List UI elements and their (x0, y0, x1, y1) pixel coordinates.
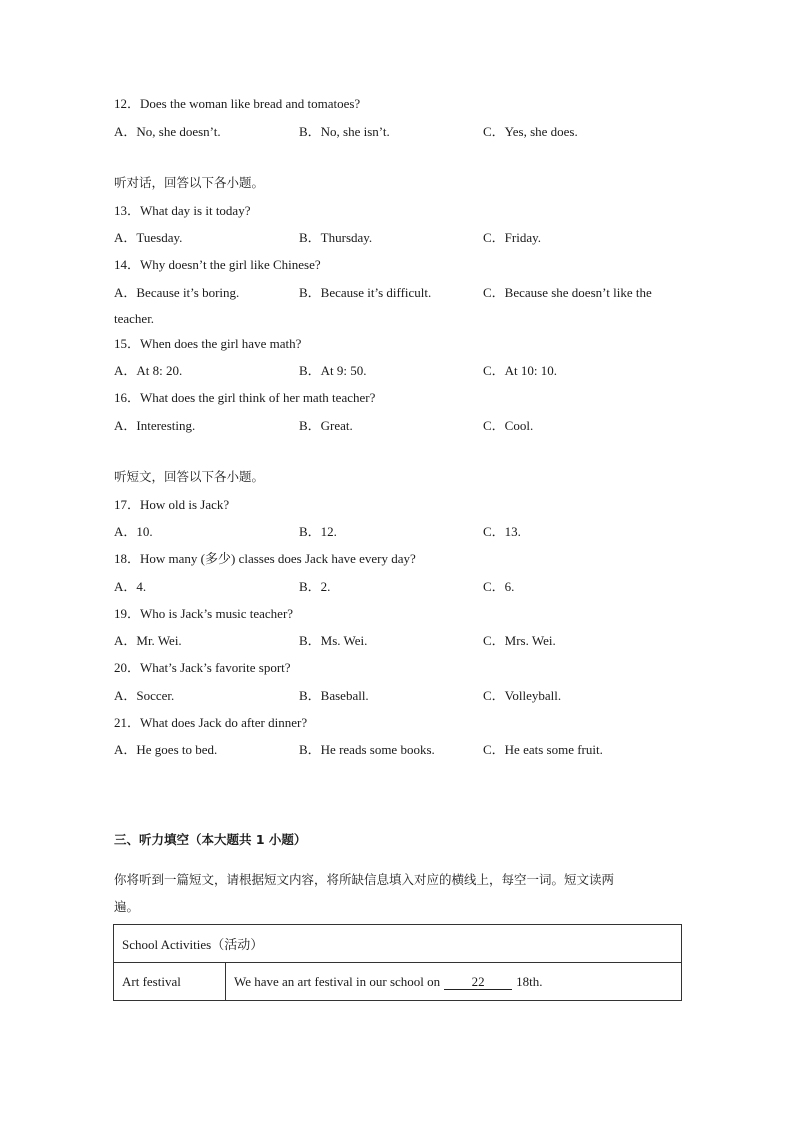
table-header-cell: School Activities（活动） (114, 925, 682, 963)
q15-option-a: A．At 8: 20. (114, 363, 183, 378)
q18-option-c: C．6. (483, 579, 515, 594)
q12-option-a: A．No, she doesn’t. (114, 124, 221, 139)
question-16: 16．What does the girl think of her math teacher? (114, 390, 376, 405)
q21-option-c: C．He eats some fruit. (483, 742, 603, 757)
row-text-before-blank: We have an art festival in our school on (234, 973, 441, 989)
section-3-heading: 三、听力填空（本大题共 1 小题） (114, 832, 307, 847)
q18-option-a: A．4. (114, 579, 147, 594)
section-3-instruction-line-1: 你将听到一篇短文，请根据短文内容，将所缺信息填入对应的横线上，每空一词。短文读两 (114, 872, 615, 887)
q19-option-b: B．Ms. Wei. (299, 633, 368, 648)
question-14: 14．Why doesn’t the girl like Chinese? (114, 257, 321, 272)
q19-option-c: C．Mrs. Wei. (483, 633, 556, 648)
row-content-art-festival (226, 963, 682, 1001)
q20-option-b: B．Baseball. (299, 688, 369, 703)
row-text-after-blank: 18th. (516, 973, 543, 989)
q13-option-b: B．Thursday. (299, 230, 373, 245)
passage-instruction: 听短文，回答以下各小题。 (114, 469, 265, 484)
q17-option-c: C．13. (483, 524, 521, 539)
q17-option-a: A．10. (114, 524, 153, 539)
question-17: 17．How old is Jack? (114, 497, 230, 512)
table-header-row (114, 925, 682, 963)
activities-table (113, 924, 682, 1001)
q21-option-b: B．He reads some books. (299, 742, 435, 757)
q20-option-c: C．Volleyball. (483, 688, 562, 703)
question-15: 15．When does the girl have math? (114, 336, 302, 351)
q12-option-c: C．Yes, she does. (483, 124, 578, 139)
q16-option-a: A．Interesting. (114, 418, 196, 433)
q14-option-b: B．Because it’s difficult. (299, 285, 432, 300)
q12-option-b: B．No, she isn’t. (299, 124, 390, 139)
question-13: 13．What day is it today? (114, 203, 251, 218)
q15-option-b: B．At 9: 50. (299, 363, 367, 378)
dialogue-instruction: 听对话，回答以下各小题。 (114, 175, 265, 190)
table-row (114, 963, 682, 1001)
q13-option-c: C．Friday. (483, 230, 542, 245)
question-21: 21．What does Jack do after dinner? (114, 715, 308, 730)
question-19: 19．Who is Jack’s music teacher? (114, 606, 294, 621)
q17-option-b: B．12. (299, 524, 337, 539)
section-3-instruction-line-2: 遍。 (114, 899, 140, 914)
q14-option-c-continued: teacher. (114, 311, 155, 326)
q14-option-a: A．Because it’s boring. (114, 285, 240, 300)
q21-option-a: A．He goes to bed. (114, 742, 218, 757)
question-18: 18．How many (多少) classes does Jack have every day? (114, 551, 416, 566)
row-label-art-festival: Art festival (114, 963, 226, 1001)
q16-option-b: B．Great. (299, 418, 353, 433)
fill-in-blank[interactable]: 22 (444, 975, 512, 990)
q19-option-a: A．Mr. Wei. (114, 633, 182, 648)
q15-option-c: C．At 10: 10. (483, 363, 558, 378)
question-12: 12．Does the woman like bread and tomatoes? (114, 96, 361, 111)
q16-option-c: C．Cool. (483, 418, 534, 433)
question-20: 20．What’s Jack’s favorite sport? (114, 660, 291, 675)
q13-option-a: A．Tuesday. (114, 230, 183, 245)
q20-option-a: A．Soccer. (114, 688, 175, 703)
q14-option-c: C．Because she doesn’t like the (483, 285, 652, 300)
q18-option-b: B．2. (299, 579, 331, 594)
